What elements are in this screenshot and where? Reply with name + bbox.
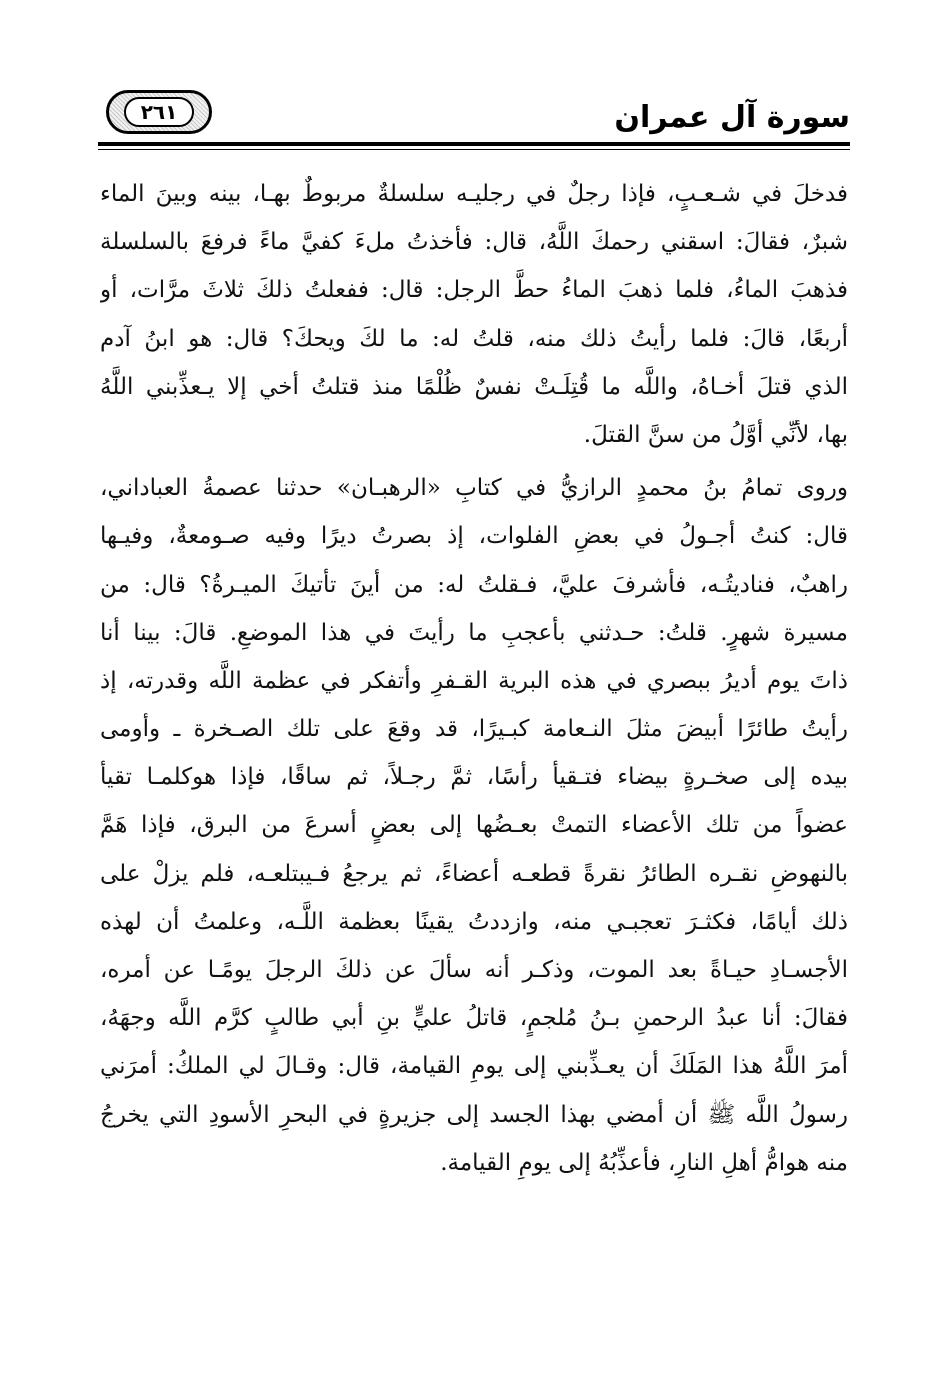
text-line: الأجسـادِ حيـاةً بعد الموت، وذكـر أنه سألَ عن ذلكَ الرجلَ يومًـا عن أمره، xyxy=(100,957,848,983)
text-line: فذهبَ الماءُ، فلما ذهبَ الماءُ حطَّ الرجل: قال: ففعلتُ ذلكَ ثلاثَ مرَّات، أو xyxy=(100,277,848,304)
text-line: بيده إلى صخـرةٍ بيضاء فتـقيأ رأسًا، ثمَّ رجـلاً، ثم ساقًا، فإذا هوكلمـا تقيأ xyxy=(100,764,848,791)
text-line: أربعًا، قالَ: فلما رأيتُ ذلك منه، قلتُ له: ما لكَ ويحكَ؟ قال: هو ابنُ آدم xyxy=(100,325,848,352)
text-line: الذي قتلَ أخـاهُ، واللَّه ما قُتِلَـتْ نفسٌ ظُلْمًا منذ قتلتُ أخي إلا يـعذِّبني اللَّهُ xyxy=(100,373,848,400)
text-line: ذاتَ يوم أديرُ ببصري في هذه البرية القـفرِ وأتفكر في عظمة اللَّه وقدرته، إذ xyxy=(100,667,848,694)
header-rule-thin xyxy=(98,149,850,150)
text-line: راهبٌ، فناديتُـه، فأشرفَ عليَّ، فـقلتُ له: من أينَ تأتيكَ الميـرةُ؟ قال: من xyxy=(100,571,848,598)
text-line: منه هوامُّ أهلِ النارِ، فأعذِّبُهُ إلى يومِ القيامة. xyxy=(440,1149,848,1176)
page-number-badge xyxy=(106,90,212,134)
surah-title: سورة آل عمران xyxy=(614,100,850,135)
text-line: أمرَ اللَّهُ هذا المَلَكَ أن يعـذِّبني إلى يومِ القيامة، قال: وقـالَ لي الملكُ: أمرَني xyxy=(100,1053,848,1080)
text-line: فدخلَ في شـعـبٍ، فإذا رجلٌ في رجليـه سلسلةٌ مربوطٌ بهـا، بينه وبينَ الماء xyxy=(100,181,848,207)
body-text xyxy=(100,170,848,1187)
page-number: ٢٦١ xyxy=(124,97,194,127)
page-header xyxy=(98,86,850,146)
text-line: عضواً من تلك الأعضاء التمتْ بعـضُها إلى بعضٍ أسرعَ من البرق، فإذا هَمَّ xyxy=(100,812,848,839)
text-line: بالنهوضِ نقـره الطائرُ نقرةً قطعـه أعضاءً، ثم يرجعُ فـيبتلعـه، فلم يزلْ على xyxy=(100,860,848,887)
text-line: قال: كنتُ أجـولُ في بعضِ الفلوات، إذ بصرتُ ديرًا وفيه صـومعةٌ، وفيـها xyxy=(100,523,848,550)
text-line: وروى تمامُ بنُ محمدٍ الرازيُّ في كتابِ «الرهبـان» حدثنا عصمةُ العباداني، xyxy=(100,475,848,502)
text-line: رأيتُ طائرًا أبيضَ مثلَ النـعامة كبـيرًا، قد وقعَ على تلك الصـخرة ـ وأومى xyxy=(100,716,848,743)
text-line: فقالَ: أنا عبدُ الرحمنِ بـنُ مُلجمٍ، قاتلُ عليٍّ بنِ أبي طالبٍ كرَّم اللَّه وجهَهُ، xyxy=(100,1005,848,1032)
text-line: ذلك أيامًا، فكثـرَ تعجبـي منه، وازددتُ يقينًا بعظمة اللَّـه، وعلمتُ أن لهذه xyxy=(100,908,848,935)
paragraph-2 xyxy=(100,464,848,1187)
text-line: مسيرة شهرٍ. قلتُ: حـدثني بأعجبِ ما رأيتَ في هذا الموضعِ. قالَ: بينا أنا xyxy=(100,619,848,646)
header-rule-thick xyxy=(98,142,850,146)
paragraph-1 xyxy=(100,170,848,459)
text-line: شبرٌ، فقالَ: اسقني رحمكَ اللَّهُ، قال: فأخذتُ ملءَ كفيَّ ماءً فرفعَ بالسلسلة xyxy=(100,229,848,256)
text-line: رسولُ اللَّه ﷺ أن أمضي بهذا الجسد إلى جزيرةٍ في البحرِ الأسودِ التي يخرجُ xyxy=(100,1101,848,1128)
text-line: بها، لأنِّي أوَّلُ من سنَّ القتلَ. xyxy=(583,421,848,448)
